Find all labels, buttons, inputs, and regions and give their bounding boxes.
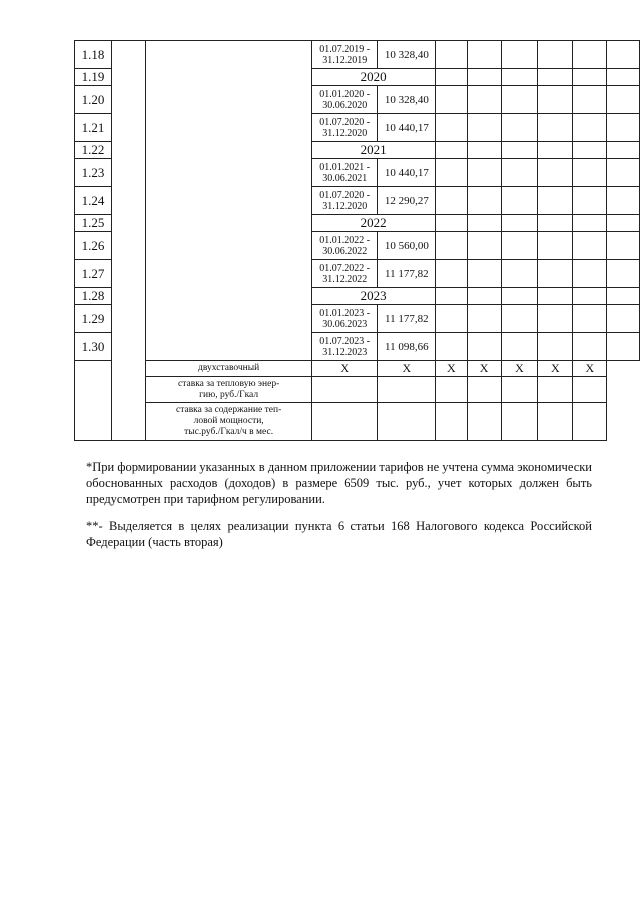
period-cell bbox=[312, 159, 378, 187]
row-number: 1.19 bbox=[75, 69, 112, 86]
empty-cell bbox=[538, 288, 573, 305]
empty-cell bbox=[607, 333, 640, 361]
empty-cell bbox=[111, 41, 145, 441]
row-number: 1.29 bbox=[75, 305, 112, 333]
capacity-rate-line: ловой мощности, bbox=[193, 416, 264, 426]
empty-cell bbox=[607, 159, 640, 187]
empty-cell bbox=[467, 333, 501, 361]
empty-cell bbox=[607, 69, 640, 86]
empty-cell bbox=[501, 333, 538, 361]
empty-cell bbox=[538, 41, 573, 69]
period-cell bbox=[312, 114, 378, 142]
empty-cell bbox=[501, 215, 538, 232]
period-end: 30.06.2021 bbox=[322, 172, 368, 184]
empty-cell bbox=[538, 142, 573, 159]
empty-cell bbox=[312, 403, 378, 441]
empty-cell bbox=[501, 232, 538, 260]
empty-cell bbox=[501, 142, 538, 159]
row-number: 1.22 bbox=[75, 142, 112, 159]
period-end: 30.06.2020 bbox=[322, 99, 368, 111]
capacity-rate-line: тыс.руб./Гкал/ч в мес. bbox=[184, 427, 274, 437]
empty-cell bbox=[501, 159, 538, 187]
period-cell bbox=[312, 187, 378, 215]
empty-cell bbox=[436, 142, 467, 159]
empty-cell bbox=[501, 403, 538, 441]
period-cell bbox=[312, 232, 378, 260]
empty-cell bbox=[467, 159, 501, 187]
empty-cell bbox=[607, 41, 640, 69]
two-part-row bbox=[75, 361, 640, 377]
empty-cell bbox=[436, 305, 467, 333]
period-end: 31.12.2023 bbox=[322, 346, 368, 358]
row-number: 1.26 bbox=[75, 232, 112, 260]
empty-cell bbox=[607, 215, 640, 232]
period-end: 31.12.2020 bbox=[322, 200, 368, 212]
empty-cell bbox=[467, 305, 501, 333]
row-number: 1.28 bbox=[75, 288, 112, 305]
x-mark: X bbox=[573, 361, 607, 377]
empty-cell bbox=[378, 377, 436, 403]
empty-cell bbox=[573, 69, 607, 86]
row-number: 1.23 bbox=[75, 159, 112, 187]
row-number: 1.24 bbox=[75, 187, 112, 215]
empty-cell bbox=[436, 377, 467, 403]
empty-cell bbox=[607, 86, 640, 114]
row-number: 1.25 bbox=[75, 215, 112, 232]
tariff-value: 11 177,82 bbox=[378, 305, 436, 333]
empty-cell bbox=[436, 333, 467, 361]
empty-cell bbox=[436, 114, 467, 142]
empty-cell bbox=[467, 41, 501, 69]
two-part-label: двухставочный bbox=[146, 361, 312, 377]
empty-cell bbox=[538, 377, 573, 403]
period-start: 01.01.2021 - bbox=[319, 161, 371, 173]
period-start: 01.01.2020 - bbox=[319, 88, 371, 100]
empty-cell bbox=[436, 260, 467, 288]
year-cell: 2021 bbox=[312, 142, 436, 159]
period-cell bbox=[312, 333, 378, 361]
x-mark: X bbox=[312, 361, 378, 377]
empty-cell bbox=[573, 114, 607, 142]
energy-rate-line: гию, руб./Гкал bbox=[199, 389, 259, 400]
empty-cell bbox=[538, 333, 573, 361]
empty-cell bbox=[501, 305, 538, 333]
footnote-1: *При формировании указанных в данном приложении тарифов не учтена сумма экономически обоснованных расходов (доходов) в размере 6509 тыс. руб., учет которых должен быть предусмотрен при тарифном регулировании. bbox=[86, 460, 592, 506]
empty-cell bbox=[573, 159, 607, 187]
empty-cell bbox=[607, 288, 640, 305]
row-number: 1.18 bbox=[75, 41, 112, 69]
empty-cell bbox=[501, 86, 538, 114]
empty-cell bbox=[436, 69, 467, 86]
capacity-rate-label bbox=[146, 403, 312, 441]
tariff-value: 10 560,00 bbox=[378, 232, 436, 260]
empty-cell bbox=[501, 41, 538, 69]
year-cell: 2023 bbox=[312, 288, 436, 305]
period-end: 30.06.2023 bbox=[322, 318, 368, 330]
period-end: 31.12.2019 bbox=[322, 54, 368, 66]
empty-cell bbox=[538, 114, 573, 142]
table-body bbox=[75, 41, 640, 441]
x-mark: X bbox=[501, 361, 538, 377]
period-end: 31.12.2020 bbox=[322, 127, 368, 139]
empty-cell bbox=[573, 377, 607, 403]
empty-cell bbox=[501, 114, 538, 142]
empty-cell bbox=[607, 187, 640, 215]
period-start: 01.07.2023 - bbox=[319, 335, 371, 347]
tariff-value: 10 328,40 bbox=[378, 86, 436, 114]
empty-cell bbox=[573, 215, 607, 232]
empty-cell bbox=[501, 377, 538, 403]
row-number: 1.21 bbox=[75, 114, 112, 142]
tariff-value: 10 440,17 bbox=[378, 114, 436, 142]
empty-cell bbox=[607, 305, 640, 333]
empty-cell bbox=[467, 114, 501, 142]
empty-cell bbox=[573, 86, 607, 114]
x-mark: X bbox=[378, 361, 436, 377]
empty-cell bbox=[501, 69, 538, 86]
empty-cell bbox=[501, 187, 538, 215]
row-number: 1.30 bbox=[75, 333, 112, 361]
empty-cell bbox=[538, 159, 573, 187]
row-number: 1.27 bbox=[75, 260, 112, 288]
period-start: 01.01.2022 - bbox=[319, 234, 371, 246]
empty-cell bbox=[607, 114, 640, 142]
year-cell: 2020 bbox=[312, 69, 436, 86]
tariff-value: 11 098,66 bbox=[378, 333, 436, 361]
empty-cell bbox=[312, 377, 378, 403]
empty-cell bbox=[573, 232, 607, 260]
footnote-2: **- Выделяется в целях реализации пункта 6 статьи 168 Налогового кодекса Российской Федерации (часть вторая) bbox=[86, 519, 592, 549]
empty-cell bbox=[467, 260, 501, 288]
empty-cell bbox=[538, 232, 573, 260]
x-mark: X bbox=[467, 361, 501, 377]
energy-rate-line: ставка за тепловую энер- bbox=[178, 378, 280, 389]
energy-rate-row bbox=[75, 377, 640, 403]
empty-cell bbox=[436, 86, 467, 114]
energy-rate-label bbox=[146, 377, 312, 403]
period-cell bbox=[312, 86, 378, 114]
empty-cell bbox=[467, 86, 501, 114]
empty-cell bbox=[467, 377, 501, 403]
empty-cell bbox=[573, 187, 607, 215]
tariff-table bbox=[74, 40, 640, 441]
tariff-value: 10 440,17 bbox=[378, 159, 436, 187]
empty-cell bbox=[573, 288, 607, 305]
year-cell: 2022 bbox=[312, 215, 436, 232]
empty-cell bbox=[467, 288, 501, 305]
empty-cell bbox=[538, 403, 573, 441]
tariff-value: 12 290,27 bbox=[378, 187, 436, 215]
period-end: 31.12.2022 bbox=[322, 273, 368, 285]
empty-cell bbox=[607, 232, 640, 260]
empty-cell bbox=[467, 215, 501, 232]
empty-cell bbox=[573, 260, 607, 288]
empty-cell bbox=[538, 215, 573, 232]
period-start: 01.01.2023 - bbox=[319, 307, 371, 319]
empty-cell bbox=[467, 142, 501, 159]
empty-cell bbox=[573, 41, 607, 69]
capacity-rate-row bbox=[75, 403, 640, 441]
empty-cell bbox=[436, 215, 467, 232]
empty-cell bbox=[501, 260, 538, 288]
period-start: 01.07.2020 - bbox=[319, 116, 371, 128]
empty-cell bbox=[538, 86, 573, 114]
empty-cell bbox=[573, 333, 607, 361]
empty-cell bbox=[436, 232, 467, 260]
period-end: 30.06.2022 bbox=[322, 245, 368, 257]
empty-cell bbox=[146, 41, 312, 361]
period-start: 01.07.2019 - bbox=[319, 43, 371, 55]
table-row bbox=[75, 41, 640, 69]
empty-cell bbox=[436, 187, 467, 215]
row-number: 1.20 bbox=[75, 86, 112, 114]
empty-cell bbox=[573, 305, 607, 333]
tariff-value: 10 328,40 bbox=[378, 41, 436, 69]
empty-cell bbox=[607, 142, 640, 159]
empty-cell bbox=[436, 41, 467, 69]
empty-cell bbox=[467, 187, 501, 215]
empty-cell bbox=[538, 69, 573, 86]
period-start: 01.07.2022 - bbox=[319, 262, 371, 274]
empty-cell bbox=[75, 361, 112, 441]
period-cell bbox=[312, 260, 378, 288]
empty-cell bbox=[378, 403, 436, 441]
tariff-value: 11 177,82 bbox=[378, 260, 436, 288]
empty-cell bbox=[538, 305, 573, 333]
empty-cell bbox=[467, 69, 501, 86]
empty-cell bbox=[538, 260, 573, 288]
period-cell bbox=[312, 305, 378, 333]
capacity-rate-line: ставка за содержание теп- bbox=[176, 405, 282, 415]
empty-cell bbox=[436, 159, 467, 187]
x-mark: X bbox=[538, 361, 573, 377]
empty-cell bbox=[467, 232, 501, 260]
empty-cell bbox=[538, 187, 573, 215]
empty-cell bbox=[436, 403, 467, 441]
empty-cell bbox=[573, 403, 607, 441]
x-mark: X bbox=[436, 361, 467, 377]
period-start: 01.07.2020 - bbox=[319, 189, 371, 201]
empty-cell bbox=[501, 288, 538, 305]
period-cell bbox=[312, 41, 378, 69]
empty-cell bbox=[436, 288, 467, 305]
empty-cell bbox=[467, 403, 501, 441]
empty-cell bbox=[573, 142, 607, 159]
empty-cell bbox=[607, 260, 640, 288]
